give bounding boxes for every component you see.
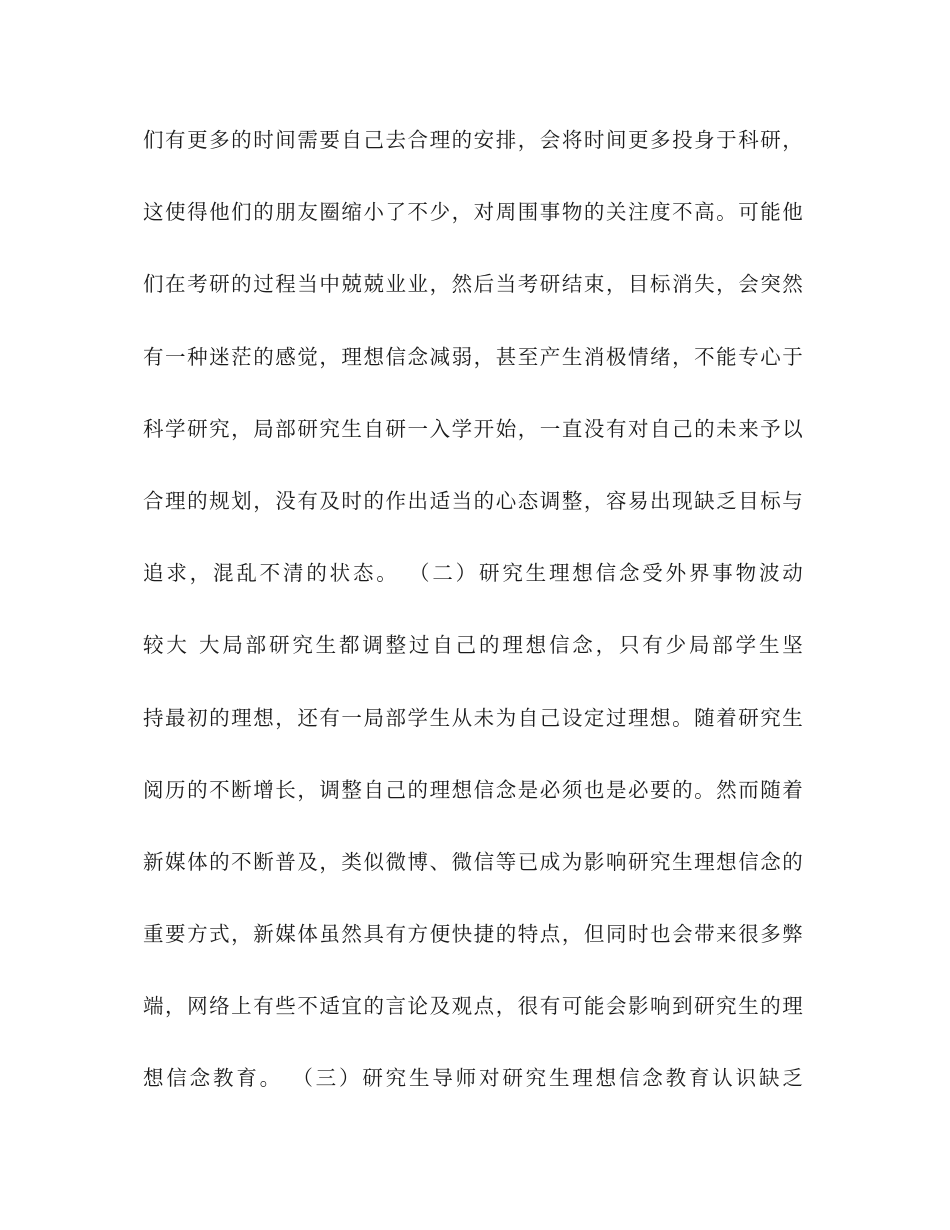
text-line: 有一种迷茫的感觉，理想信念减弱，甚至产生消极情绪，不能专心于: [143, 344, 803, 369]
text-line: 追求，混乱不清的状态。 （二）研究生理想信念受外界事物波动: [143, 561, 803, 586]
text-line: 这使得他们的朋友圈缩小了不少，对周围事物的关注度不高。可能他: [143, 200, 803, 225]
body-text: [143, 118, 803, 1129]
text-line: 端，网络上有些不适宜的言论及观点，很有可能会影响到研究生的理: [143, 994, 803, 1019]
text-line: 合理的规划，没有及时的作出适当的心态调整，容易出现缺乏目标与: [143, 488, 803, 513]
text-line: 新媒体的不断普及，类似微博、微信等已成为影响研究生理想信念的: [143, 849, 803, 874]
text-line: 重要方式，新媒体虽然具有方便快捷的特点，但同时也会带来很多弊: [143, 922, 803, 947]
text-line: 想信念教育。 （三）研究生导师对研究生理想信念教育认识缺乏: [143, 1066, 803, 1091]
text-line: 们在考研的过程当中兢兢业业，然后当考研结束，目标消失，会突然: [143, 272, 803, 297]
text-line: 较大 大局部研究生都调整过自己的理想信念，只有少局部学生坚: [143, 633, 803, 658]
text-line: 科学研究，局部研究生自研一入学开始，一直没有对自己的未来予以: [143, 416, 803, 441]
text-line: 们有更多的时间需要自己去合理的安排，会将时间更多投身于科研，: [143, 128, 803, 152]
text-line: 阅历的不断增长，调整自己的理想信念是必须也是必要的。然而随着: [143, 777, 803, 802]
text-line: 持最初的理想，还有一局部学生从未为自己设定过理想。随着研究生: [143, 705, 803, 730]
